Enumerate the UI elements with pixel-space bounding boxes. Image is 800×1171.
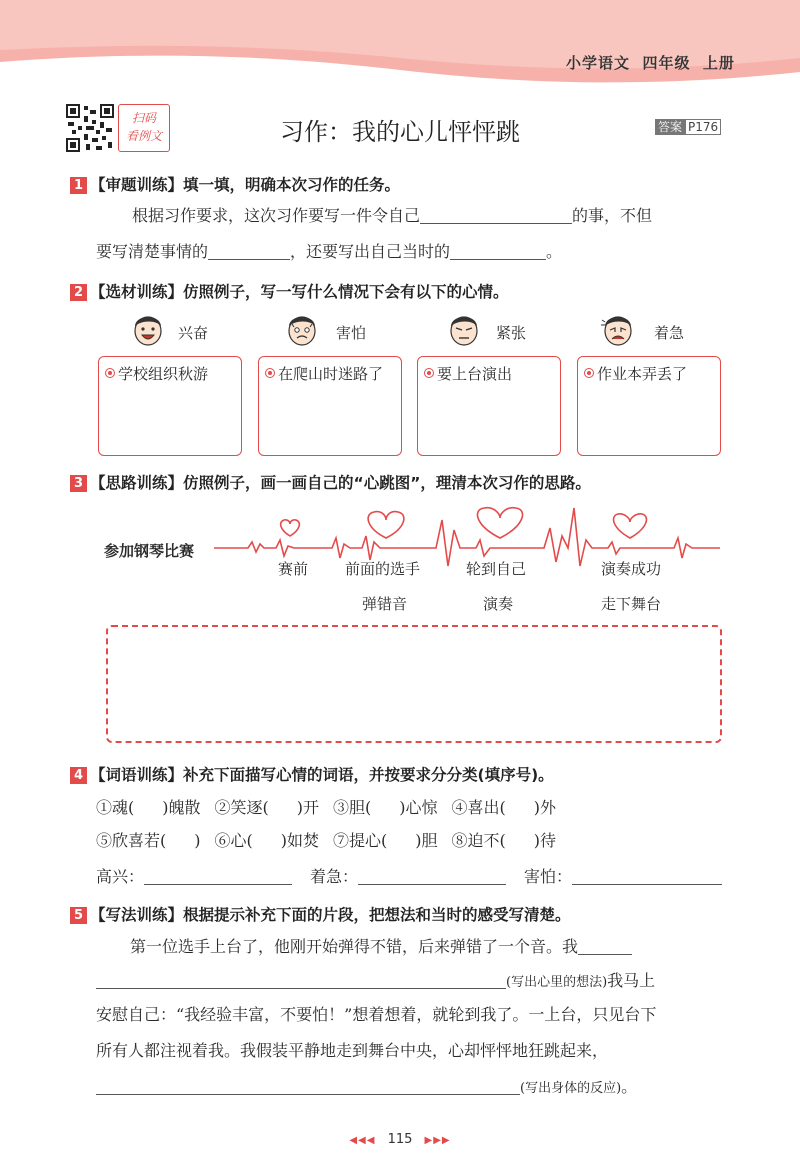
idiom-part: )心惊 (399, 798, 438, 817)
mood-card-scared[interactable] (258, 356, 402, 456)
q5-line-1 (96, 928, 736, 966)
heart-icon-medium-2 (614, 514, 647, 538)
mood-example: 要上台演出 (437, 365, 513, 383)
stage-leave-stage: 走下舞台 (601, 595, 662, 613)
idiom-part: ②笑逐( (214, 798, 269, 817)
q5-hint-body: (写出身体的反应) (520, 1081, 622, 1096)
mood-excited (130, 312, 209, 350)
mood-anxious (600, 312, 685, 350)
q5-blank-thought-start[interactable] (578, 934, 632, 955)
answer-page: P176 (685, 119, 721, 135)
q5-line-5 (96, 1068, 736, 1108)
heartbeat-start-label: 参加钢琴比赛 (104, 542, 195, 560)
question-5-heading (70, 903, 571, 925)
idiom-part: )魄散 (162, 798, 201, 817)
mood-example: 作业本弄丢了 (597, 365, 688, 383)
heart-icon-small (281, 520, 300, 536)
category-scared-blank[interactable] (572, 864, 722, 885)
question-1-heading (70, 173, 400, 195)
question-number: 4 (70, 767, 87, 784)
idiom-categories (96, 859, 722, 895)
right-arrows-icon: ▶▶▶ (424, 1135, 451, 1146)
q5-line-4: 所有人都注视着我。我假装平静地走到舞台中央，心却怦怦地狂跳起来， (96, 1041, 609, 1060)
idiom-part: ⑤欣喜若( (96, 831, 167, 850)
mood-card-anxious[interactable] (577, 356, 721, 456)
answer-reference (655, 118, 721, 135)
heart-icon-medium (368, 512, 404, 538)
q1-line-2 (96, 234, 736, 270)
mood-label: 紧张 (496, 324, 527, 342)
q5-hint-thought: (写出心里的想法) (506, 975, 608, 990)
question-4-heading (70, 763, 554, 785)
mood-card-excited[interactable] (98, 356, 242, 456)
question-number: 2 (70, 284, 87, 301)
scan-badge-line1: 扫码 (131, 111, 156, 125)
bullet-icon (265, 368, 275, 378)
question-text: 【词语训练】补充下面描写心情的词语，并按要求分分类(填序号)。 (90, 766, 554, 784)
question-number: 5 (70, 907, 87, 924)
page-number: 115 (387, 1132, 413, 1147)
stage-wrong-note: 弹错音 (362, 595, 408, 613)
mood-card-nervous[interactable] (417, 356, 561, 456)
mood-label: 兴奋 (178, 324, 209, 342)
question-number: 3 (70, 475, 87, 492)
q5-text: 。 (621, 1077, 638, 1096)
question-text: 【选材训练】仿照例子，写一写什么情况下会有以下的心情。 (90, 283, 509, 301)
q1-blank-event[interactable] (420, 203, 572, 224)
stage-before-contest: 赛前 (278, 560, 309, 578)
q5-blank-thought[interactable] (96, 968, 506, 989)
q1-line-1 (96, 198, 736, 234)
category-scared-label: 害怕： (524, 867, 573, 886)
heart-icon-large (477, 508, 522, 538)
idiom-part: )待 (533, 831, 556, 850)
q5-line-3: 安慰自己：“我经验丰富，不要怕！”想着想着，就轮到我了。一上台，只见台下 (96, 1005, 657, 1024)
page-title: 习作：我的心儿怦怦跳 (280, 118, 520, 146)
idiom-part: ⑥心( (214, 831, 253, 850)
question-1-body (96, 198, 736, 270)
header-wave-banner (0, 0, 800, 90)
question-2-heading (70, 280, 509, 302)
mood-label: 害怕 (336, 324, 367, 342)
q1-text-d: ，还要写出自己当时的 (290, 242, 451, 261)
idiom-row-1 (96, 790, 556, 826)
anxious-boy-face-icon (600, 312, 636, 346)
stage-performing: 演奏 (483, 595, 514, 613)
category-anxious-blank[interactable] (358, 864, 506, 885)
idiom-row-2 (96, 823, 556, 859)
scared-boy-face-icon (284, 312, 320, 346)
bullet-icon (424, 368, 434, 378)
question-text: 【审题训练】填一填，明确本次习作的任务。 (90, 176, 401, 194)
q1-blank-process[interactable] (208, 239, 290, 260)
left-arrows-icon: ◀◀◀ (349, 1135, 376, 1146)
idiom-part: )外 (533, 798, 556, 817)
question-text: 【思路训练】仿照例子，画一画自己的“心跳图”，理清本次习作的思路。 (90, 474, 591, 492)
stage-my-turn: 轮到自己 (466, 560, 527, 578)
excited-boy-face-icon (130, 312, 166, 346)
q5-text: 第一位选手上台了，他刚开始弹得不错，后来弹错了一个音。我 (130, 937, 579, 956)
idiom-part: ⑦提心( (333, 831, 388, 850)
q1-text-a: 根据习作要求，这次习作要写一件令自己 (132, 206, 421, 225)
header-book-info: 小学语文 四年级 上册 (566, 54, 735, 72)
idiom-part: ③胆( (333, 798, 372, 817)
idiom-part: )胆 (415, 831, 438, 850)
bullet-icon (584, 368, 594, 378)
stage-success: 演奏成功 (601, 560, 662, 578)
mood-example: 学校组织秋游 (118, 365, 209, 383)
stage-previous-player: 前面的选手 (345, 560, 421, 578)
bullet-icon (105, 368, 115, 378)
idiom-part: ) (194, 831, 201, 850)
question-text: 【写法训练】根据提示补充下面的片段，把想法和当时的感受写清楚。 (90, 906, 571, 924)
category-happy-blank[interactable] (144, 864, 292, 885)
idiom-part: ⑧迫不( (451, 831, 506, 850)
q5-text: 我马上 (607, 971, 656, 990)
q1-text-b: 的事，不但 (572, 206, 653, 225)
answer-label: 答案 (655, 119, 685, 135)
idiom-part: ④喜出( (451, 798, 506, 817)
mood-nervous (446, 312, 527, 350)
mood-scared (284, 312, 367, 350)
q1-text-c: 要写清楚事情的 (96, 242, 209, 261)
idiom-part: )如焚 (280, 831, 319, 850)
question-3-heading (70, 471, 591, 493)
q1-blank-feeling[interactable] (450, 239, 546, 260)
q5-blank-body-reaction[interactable] (96, 1074, 520, 1095)
idiom-part: ①魂( (96, 798, 135, 817)
nervous-boy-face-icon (446, 312, 482, 346)
scan-badge-line2: 看例文 (125, 129, 162, 143)
heartbeat-drawing-area[interactable] (106, 625, 722, 743)
category-happy-label: 高兴： (96, 867, 145, 886)
category-anxious-label: 着急： (310, 867, 359, 886)
q1-text-e: 。 (546, 242, 563, 261)
mood-label: 着急 (654, 324, 685, 342)
idiom-part: )开 (296, 798, 319, 817)
question-number: 1 (70, 177, 87, 194)
mood-example: 在爬山时迷路了 (278, 365, 384, 383)
page-footer (0, 1132, 800, 1147)
